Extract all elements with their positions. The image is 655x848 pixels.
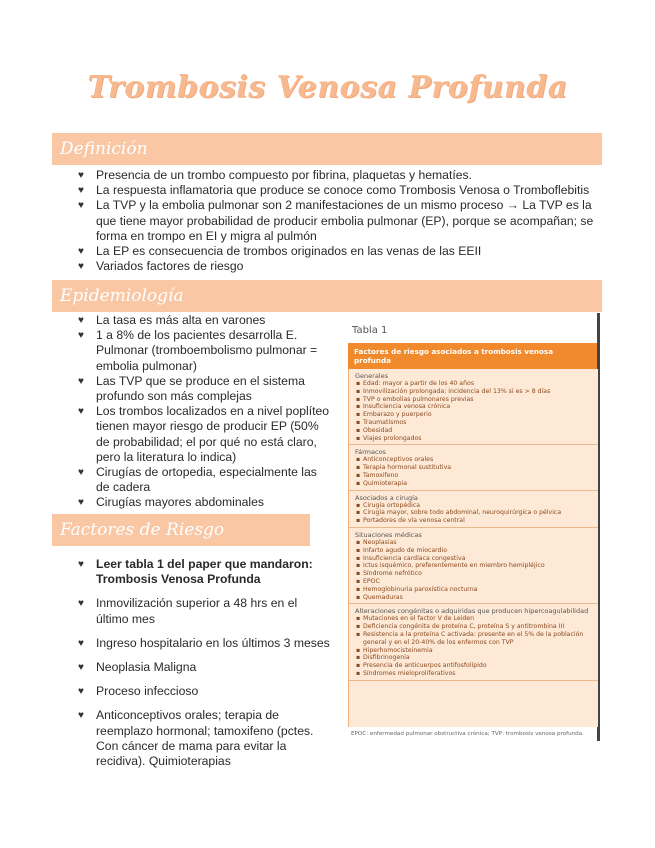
definicion-list [78, 168, 600, 274]
table-body [348, 369, 598, 727]
table-group [349, 369, 598, 445]
table-group-item: ▪ Hemoglobinuria paroxística nocturna [355, 586, 592, 594]
list-item: ♥ Neoplasia Maligna [78, 660, 333, 675]
list-item: ♥ Inmovilización superior a 48 hrs en el último mes [78, 596, 333, 626]
table-group-item: ▪ Síndromes mieloproliferativos [355, 670, 592, 678]
table-group-item: ▪ Terapia hormonal sustitutiva [355, 464, 592, 472]
table-group-item: ▪ Hiperhomocisteinemia [355, 647, 592, 655]
list-item: ♥ Cirugías de ortopedia, especialmente las de cadera [78, 465, 333, 495]
list-item: ♥ La EP es consecuencia de trombos originados en las venas de las EEII [78, 244, 600, 259]
table-group-title: Situaciones médicas [355, 530, 422, 539]
table-group-item: ▪ Mutaciones en el factor V de Leiden [355, 615, 592, 623]
list-item: ♥ Variados factores de riesgo [78, 259, 600, 274]
table-group-item: ▪ Quimioterapia [355, 480, 592, 488]
table-group-item: ▪ Presencia de anticuerpos antifosfolípido [355, 662, 592, 670]
table-group [349, 528, 598, 604]
list-item: ♥ La tasa es más alta en varones [78, 313, 333, 328]
table-group-item: ▪ Portadores de vía venosa central [355, 517, 592, 525]
table-group [349, 491, 598, 528]
table-group-title: Alteraciones congénitas o adquiridas que producen hipercoagulabilidad [355, 607, 589, 616]
table-group-item: ▪ Insuficiencia venosa crónica [355, 403, 592, 411]
list-item: ♥ La respuesta inflamatoria que produce se conoce como Trombosis Venosa o Tromboflebitis [78, 183, 600, 198]
epidemiologia-list [78, 313, 333, 511]
list-item: ♥ Leer tabla 1 del paper que mandaron: Trombosis Venosa Profunda [78, 557, 333, 587]
table-group-title: Asociados a cirugía [355, 493, 418, 502]
list-item: ♥ Presencia de un trombo compuesto por fibrina, plaquetas y hematíes. [78, 168, 600, 183]
list-item: ♥ 1 a 8% de los pacientes desarrolla E. Pulmonar (tromboembolismo pulmonar = embolia pulmonar) [78, 328, 333, 374]
table-caption: Tabla 1 [352, 325, 388, 336]
table-group-item: ▪ Anticonceptivos orales [355, 456, 592, 464]
page-title: Trombosis Venosa Profunda [87, 70, 568, 105]
table-group [349, 445, 598, 490]
table-group-item: ▪ TVP o embolias pulmonares previas [355, 396, 592, 404]
table-group-item: ▪ Deficiencia congénita de proteína C, proteína S y antitrombina III [355, 623, 592, 631]
table-group-item: ▪ Tamoxifeno [355, 472, 592, 480]
table-group-item: ▪ Síndrome nefrótico [355, 570, 592, 578]
risk-factor-table [345, 313, 600, 741]
table-group-item: ▪ Embarazo y puerperio [355, 411, 592, 419]
table-group-title: Fármacos [355, 448, 386, 457]
list-item: ♥ Anticonceptivos orales; terapia de reemplazo hormonal; tamoxifeno (pctes. Con cáncer de mama para evitar la recidiva). Quimioterapias [78, 708, 333, 769]
table-group-item: ▪ Viajes prolongados [355, 435, 592, 443]
table-group-item: ▪ Disfibrinogenia [355, 654, 592, 662]
list-item: ♥ Los trombos localizados en a nivel poplíteo tienen mayor riesgo de producir EP (50% de probabilidad; el por qué no está claro, pero la literatura lo indica) [78, 404, 333, 465]
list-item: ♥ Ingreso hospitalario en los últimos 3 meses [78, 636, 333, 651]
table-group [349, 604, 598, 680]
list-item: ♥ Proceso infeccioso [78, 684, 333, 699]
table-group-item: ▪ Obesidad [355, 427, 592, 435]
table-group-item: ▪ EPOC [355, 578, 592, 586]
table-group-item: ▪ Insuficiencia cardíaca congestiva [355, 555, 592, 563]
table-group-item: ▪ Cirugía ortopédica [355, 502, 592, 510]
table-group-item: ▪ Traumatismos [355, 419, 592, 427]
section-heading-definicion: Definición [52, 133, 602, 165]
table-group-item: ▪ Cirugía mayor, sobre todo abdominal, neuroquirúrgica o pélvica [355, 509, 592, 517]
table-group-item: ▪ Quemaduras [355, 594, 592, 602]
table-group-title: Generales [355, 372, 389, 380]
table-group-item: ▪ Inmovilización prolongada: incidencia del 13% si es > 8 días [355, 388, 592, 396]
table-group-item: ▪ Infarto agudo de miocardio [355, 547, 592, 555]
table-group-item: ▪ Neoplasias [355, 539, 592, 547]
section-heading-epidemiologia: Epidemiología [52, 280, 602, 312]
list-item: ♥ Cirugías mayores abdominales [78, 495, 333, 510]
factores-list [78, 557, 333, 769]
table-group-item: ▪ Resistencia a la proteína C activada: presente en el 5% de la población general y en el 20-40% de los enfermos con TVP [355, 631, 592, 647]
table-group-item: ▪ Ictus isquémico, preferentemente en miembro hemipléjico [355, 562, 592, 570]
list-item: ♥ La TVP y la embolia pulmonar son 2 manifestaciones de un mismo proceso → La TVP es la que tiene mayor probabilidad de producir embolia pulmonar (EP), porque se acompañan; se forma en trompo en EI y migra al pulmón [78, 198, 600, 244]
table-footnote: EPOC: enfermedad pulmonar obstructiva crónica; TVP: trombosis venosa profunda. [351, 731, 584, 737]
section-heading-factores: Factores de Riesgo [52, 514, 310, 546]
table-header: Factores de riesgo asociados a trombosis venosa profunda [348, 343, 597, 369]
table-group-item: ▪ Edad: mayor a partir de los 40 años [355, 380, 592, 388]
list-item: ♥ Las TVP que se produce en el sistema profundo son más complejas [78, 374, 333, 404]
